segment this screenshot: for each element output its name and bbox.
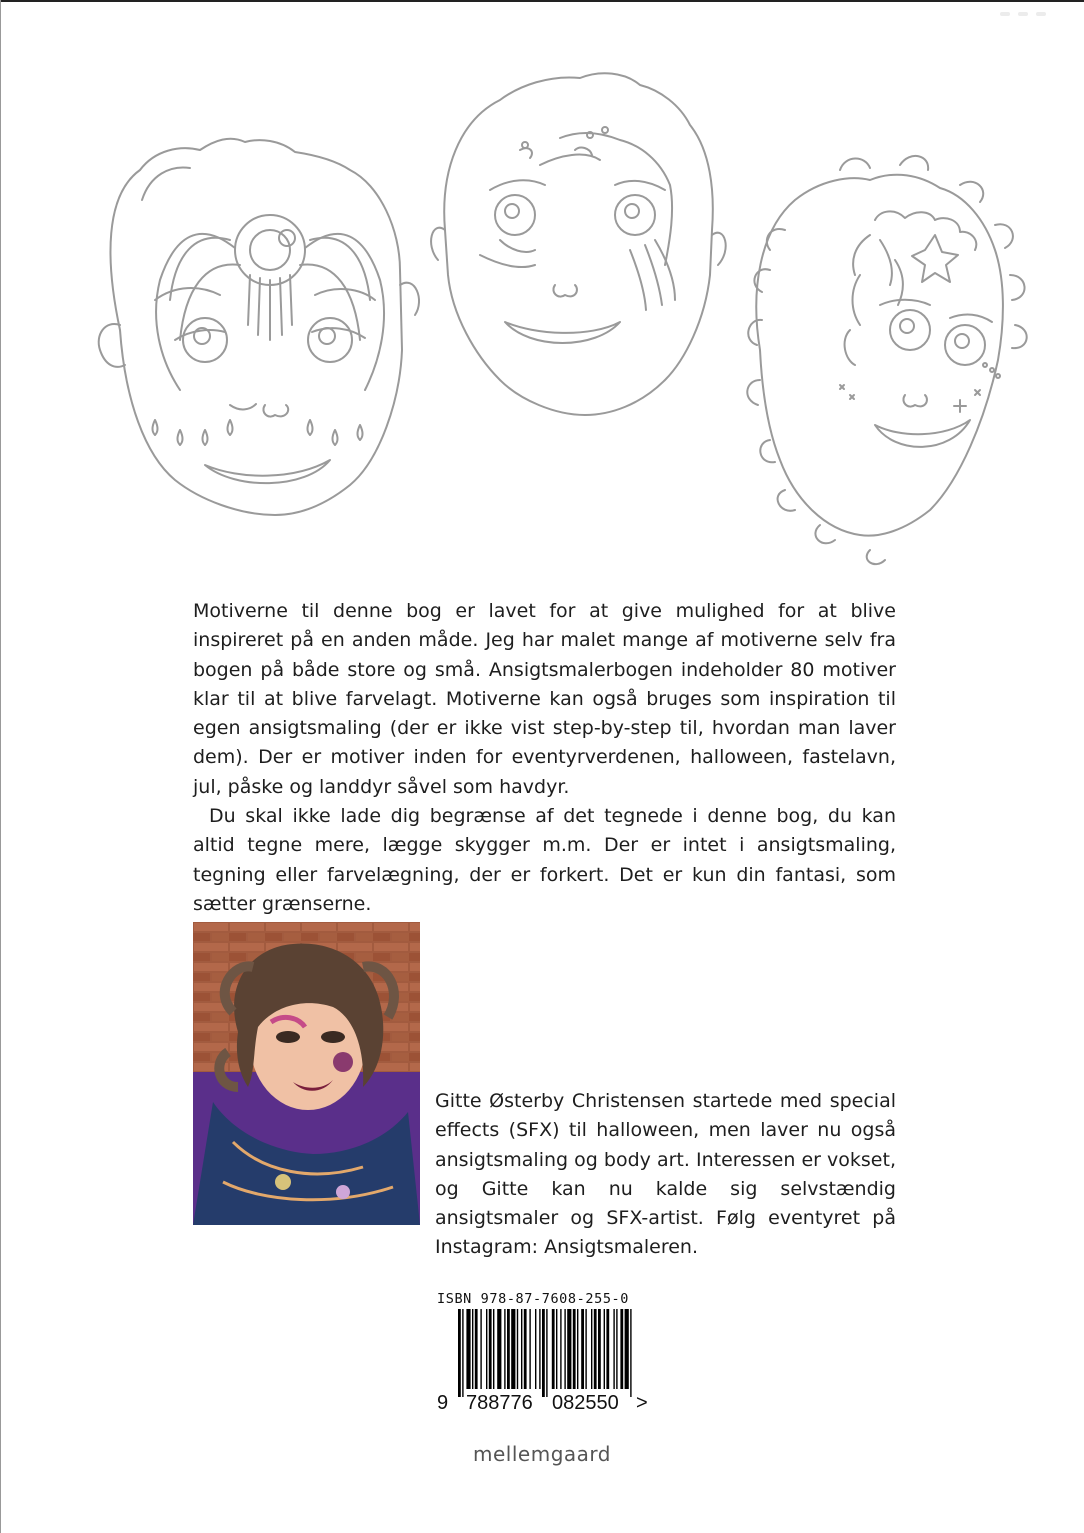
barcode-bar [507, 1309, 510, 1389]
barcode-bar [552, 1309, 555, 1389]
barcode-bar [489, 1309, 492, 1389]
barcode-bar [567, 1309, 571, 1389]
barcode-bar [598, 1309, 601, 1389]
face-lizard [431, 73, 726, 415]
barcode-digits-right: 082550 [552, 1392, 619, 1413]
barcode-bar [511, 1309, 515, 1389]
barcode-bar [556, 1309, 557, 1389]
author-photo [193, 922, 420, 1225]
description-paragraph-2: Du skal ikke lade dig begrænse af det tegnede i denne bog, du kan altid tegne mere, lægge skygger m.m. Der er intet i ansigtsmaling, tegning eller farvelægning, der er forkert. Det er kun din fantasi, som sætter grænserne. [193, 805, 896, 915]
barcode-bar [604, 1309, 605, 1389]
book-description [193, 597, 896, 919]
barcode-bar [564, 1309, 565, 1389]
barcode-bar [480, 1309, 481, 1389]
barcode-bar [560, 1309, 561, 1389]
face-illustrations [80, 60, 1050, 580]
top-border [0, 0, 1084, 2]
barcode-bar [486, 1309, 487, 1389]
barcode-bar [630, 1309, 631, 1397]
barcode-bar [462, 1309, 463, 1397]
barcode-bar [620, 1309, 623, 1389]
face-mermaid [747, 156, 1026, 564]
barcode-bar [466, 1309, 470, 1389]
barcode-bar [475, 1309, 478, 1389]
barcode-bar [585, 1309, 586, 1389]
isbn-label: ISBN 978-87-7608-255-0 [437, 1291, 630, 1307]
toolbar-dots [1000, 12, 1046, 16]
barcode-bar [591, 1309, 592, 1389]
barcode-bar [472, 1309, 473, 1389]
barcode-bar [521, 1309, 522, 1389]
barcode-bar [625, 1309, 629, 1389]
barcode-bar [504, 1309, 505, 1389]
face-spider [99, 139, 419, 515]
description-paragraph-1: Motiverne til denne bog er lavet for at give mulighed for at blive inspireret på en anden måde. Jeg har malet mange af motiverne selv fra bogen på både store og små. Ansigtsmalerbogen indeholder 80 motiver klar til at blive farvelagt. Motiverne kan også bruges som inspiration til egen ansigtsmaling (der er ikke vist step-by-step til, hvordan man laver dem). Der er motiver inden for eventyrverdenen, halloween, fastelavn, jul, påske og landdyr såvel som havdyr. [193, 600, 896, 798]
barcode-first-digit: 9 [437, 1392, 449, 1413]
author-bio: Gitte Østerby Christensen startede med special effects (SFX) til halloween, men laver nu også ansigtsmaling og body art. Interessen er vokset, og Gitte kan nu kalde sig selvstændig ansigtsmaler og SFX-artist. Følg eventyret på Instagram: Ansigtsmaleren. [435, 1090, 896, 1259]
barcode-arrow: > [636, 1392, 648, 1413]
barcode-bar [546, 1309, 547, 1397]
publisher-name: mellemgaard [473, 1442, 611, 1466]
barcode-bar [524, 1309, 527, 1389]
barcode-bar [493, 1309, 494, 1389]
barcode-bar [573, 1309, 576, 1389]
barcode-bar [616, 1309, 617, 1389]
barcode-bar [497, 1309, 501, 1389]
barcode-digits-left: 788776 [466, 1392, 533, 1413]
isbn-barcode [436, 1309, 656, 1413]
barcode-bar [458, 1309, 461, 1397]
barcode-bar [613, 1309, 614, 1389]
barcode-bar [581, 1309, 584, 1389]
barcode-bar [539, 1309, 540, 1389]
barcode-bar [517, 1309, 518, 1389]
barcode-bar [535, 1309, 536, 1389]
barcode-bar [577, 1309, 578, 1389]
barcode-bar [594, 1309, 597, 1389]
barcode-bar [606, 1309, 609, 1389]
barcode-bar [542, 1309, 545, 1397]
left-border [0, 0, 1, 1533]
barcode-bar [529, 1309, 530, 1389]
